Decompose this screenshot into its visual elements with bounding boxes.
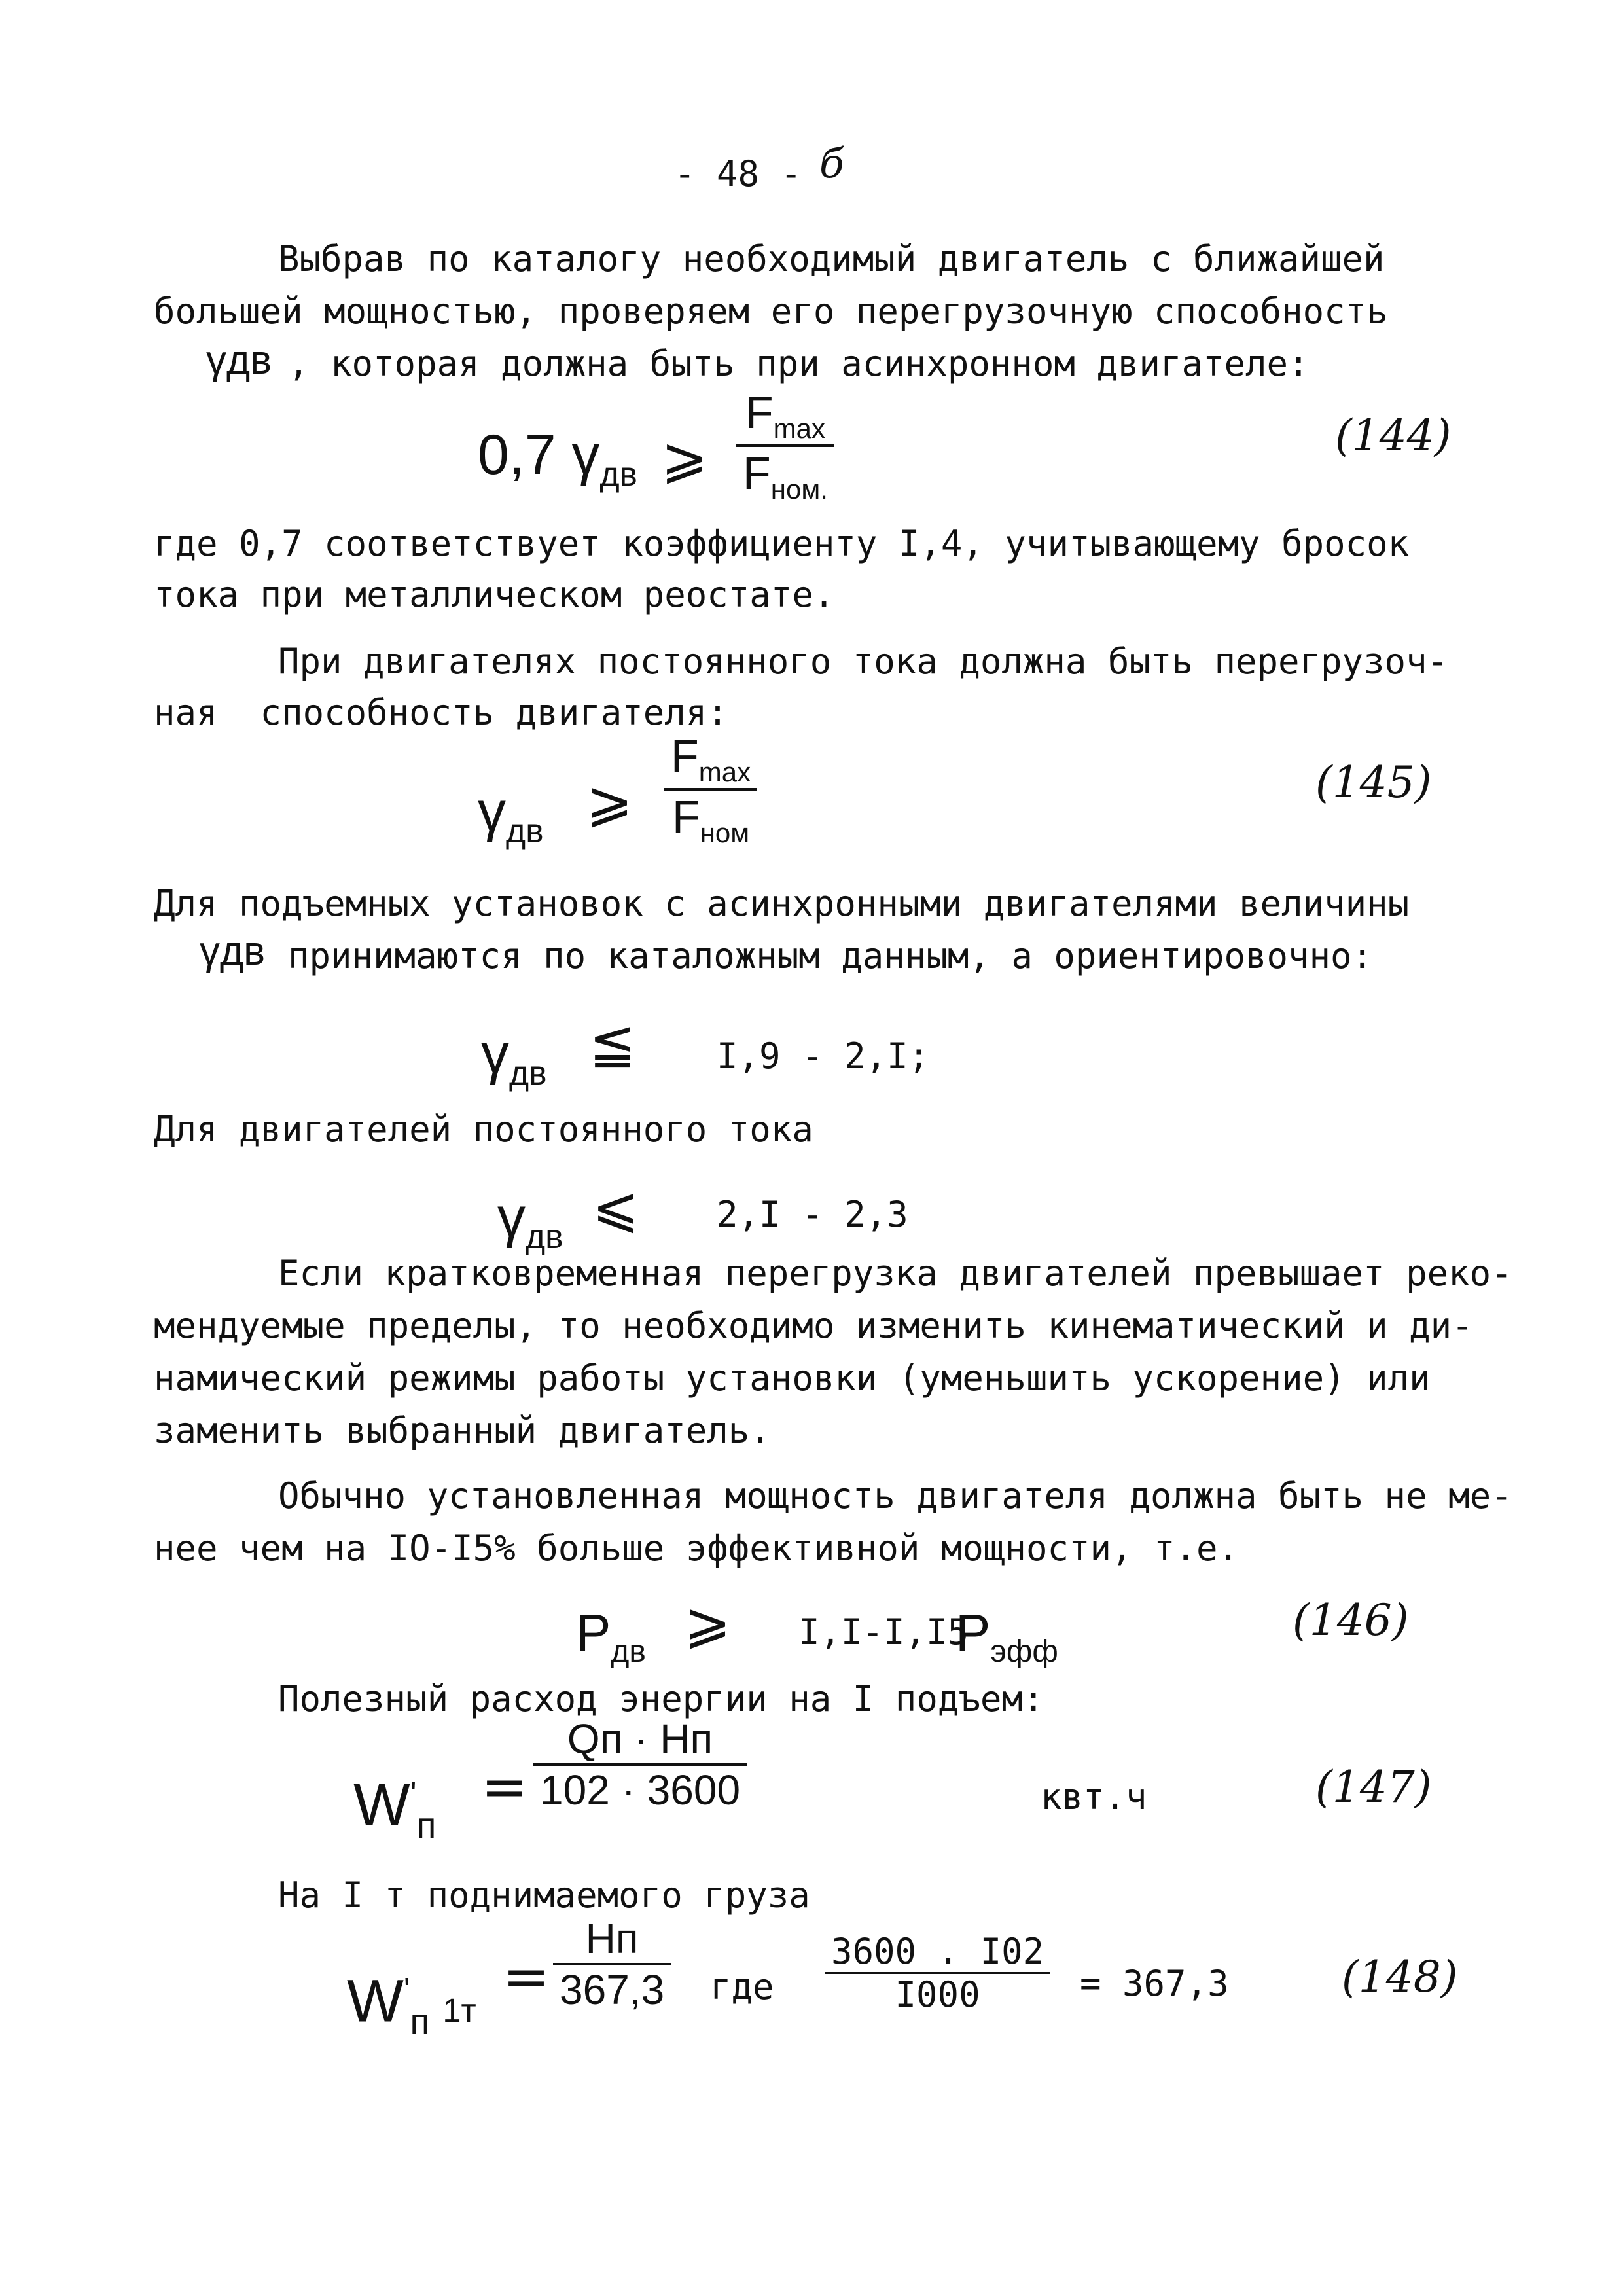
f145-left-sub: дв [506,812,544,850]
fasync-left: γ [481,1022,509,1085]
para6-line4: заменить выбранный двигатель. [154,1410,771,1451]
f148-num: Hп [585,1915,639,1962]
para8-line1: Полезный расход энергии на I подъем: [278,1678,1044,1719]
f148-left-sub2: 1т [442,1991,476,2029]
gamma-symbol-inline-2: γдв [200,929,266,974]
fasync-value: I,9 - 2,I; [717,1035,930,1077]
f147-unit: квт.ч [1041,1776,1147,1818]
f147-left-sup: ' [410,1774,417,1812]
f148-left-sup: ' [403,1971,410,2008]
f145-left: γ [478,780,506,843]
fasync-left-sub: дв [509,1054,547,1092]
f144-left: 0,7 γ [478,423,600,486]
f146-left-sub: дв [611,1634,646,1669]
f148-label: (148) [1342,1952,1458,2002]
para3-line1: При двигателях постоянного тока должна быть перегрузоч- [278,641,1449,682]
para4-line2: принимаются по каталожным данным, а ориентировочно: [288,935,1374,977]
para6-line3: намический режимы работы установки (уменьшить ускорение) или [154,1357,1431,1399]
f146-right-sub: эфф [990,1634,1058,1669]
page-mark: б [819,139,844,187]
f147-label: (147) [1315,1762,1432,1812]
f148-relation: = [503,1944,550,2009]
page-number: - 48 - [674,153,802,194]
fdc-left-sub: дв [526,1217,563,1256]
f146-value: I,I-I,I5 [798,1611,969,1653]
para7-line1: Обычно установленная мощность двигателя должна быть не ме- [278,1475,1512,1516]
f147-den: 102 · 3600 [540,1767,741,1814]
f146-right-symbol: P [955,1604,991,1662]
f148-left-sub: п [410,2001,430,2043]
f147-left: W [353,1771,410,1839]
formula-148 [347,1954,476,2058]
f144-fraction [736,386,834,505]
f144-num-sub: max [773,413,825,444]
para9-line1: На I т поднимаемого груза [278,1874,810,1916]
f144-relation: ⩾ [661,425,709,491]
formula-146 [576,1597,646,1688]
fdc-left: γ [497,1186,526,1249]
f145-den: F [671,791,700,842]
formula-147 [353,1757,436,1861]
f146-relation: ⩾ [684,1590,732,1656]
f144-den-sub: ном. [770,474,828,505]
fdc-relation: ⩽ [592,1175,640,1240]
f145-label: (145) [1315,757,1432,808]
f144-num: F [745,387,774,438]
formula-144 [478,419,637,510]
f146-right [955,1597,1058,1688]
f148-left: W [347,1967,404,2035]
formula-145 [478,776,544,867]
f144-left-sub: дв [599,455,637,493]
para1-line1: Выбрав по каталогу необходимый двигатель с ближайшей [278,238,1385,279]
f147-left-sub: п [416,1805,437,1846]
f146-label: (146) [1293,1595,1409,1645]
para6-line2: мендуемые пределы, то необходимо изменить кинематический и ди- [154,1305,1473,1346]
f145-num-sub: max [698,757,751,787]
f147-num: Qп · Hп [567,1715,713,1763]
f146-left: P [576,1604,611,1662]
f147-fraction [533,1715,747,1814]
formula-async-range [481,1018,547,1109]
f145-den-sub: ном [700,817,750,848]
f148-result: = 367,3 [1080,1963,1229,2004]
fasync-relation: ≦ [589,1011,637,1077]
f148-constant-fraction [825,1931,1050,2015]
para1-line2: большей мощностью, проверяем его перегрузочную способность [154,291,1388,332]
para7-line2: нее чем на IO-I5% больше эффективной мощности, т.е. [154,1528,1240,1569]
para2-line2: тока при металлическом реостате. [154,574,835,615]
f148-fraction [553,1914,671,2014]
gamma-symbol-inline: γдв [206,338,272,383]
para1-line3: , которая должна быть при асинхронном двигателе: [288,343,1310,384]
f148-den: 367,3 [560,1966,665,2013]
f148-num2: 3600 . I02 [831,1931,1044,1972]
f148-den2: I000 [895,1974,980,2015]
f145-relation: ⩾ [586,769,633,834]
f148-where: где [710,1966,774,2007]
para2-line1: где 0,7 соответствует коэффициенту I,4, учитывающему бросок [154,523,1410,564]
f145-fraction [664,730,757,849]
para3-line2: ная способность двигателя: [154,692,728,733]
f144-label: (144) [1335,410,1452,461]
f145-num: F [671,730,699,781]
f144-den: F [743,448,771,499]
f147-relation: = [481,1754,529,1820]
para5-line1: Для двигателей постоянного тока [154,1109,813,1150]
para6-line1: Если кратковременная перегрузка двигателей превышает реко- [278,1253,1512,1294]
para4-line1: Для подъемных установок с асинхронными двигателями величины [154,883,1410,924]
fdc-value: 2,I - 2,3 [717,1194,908,1235]
